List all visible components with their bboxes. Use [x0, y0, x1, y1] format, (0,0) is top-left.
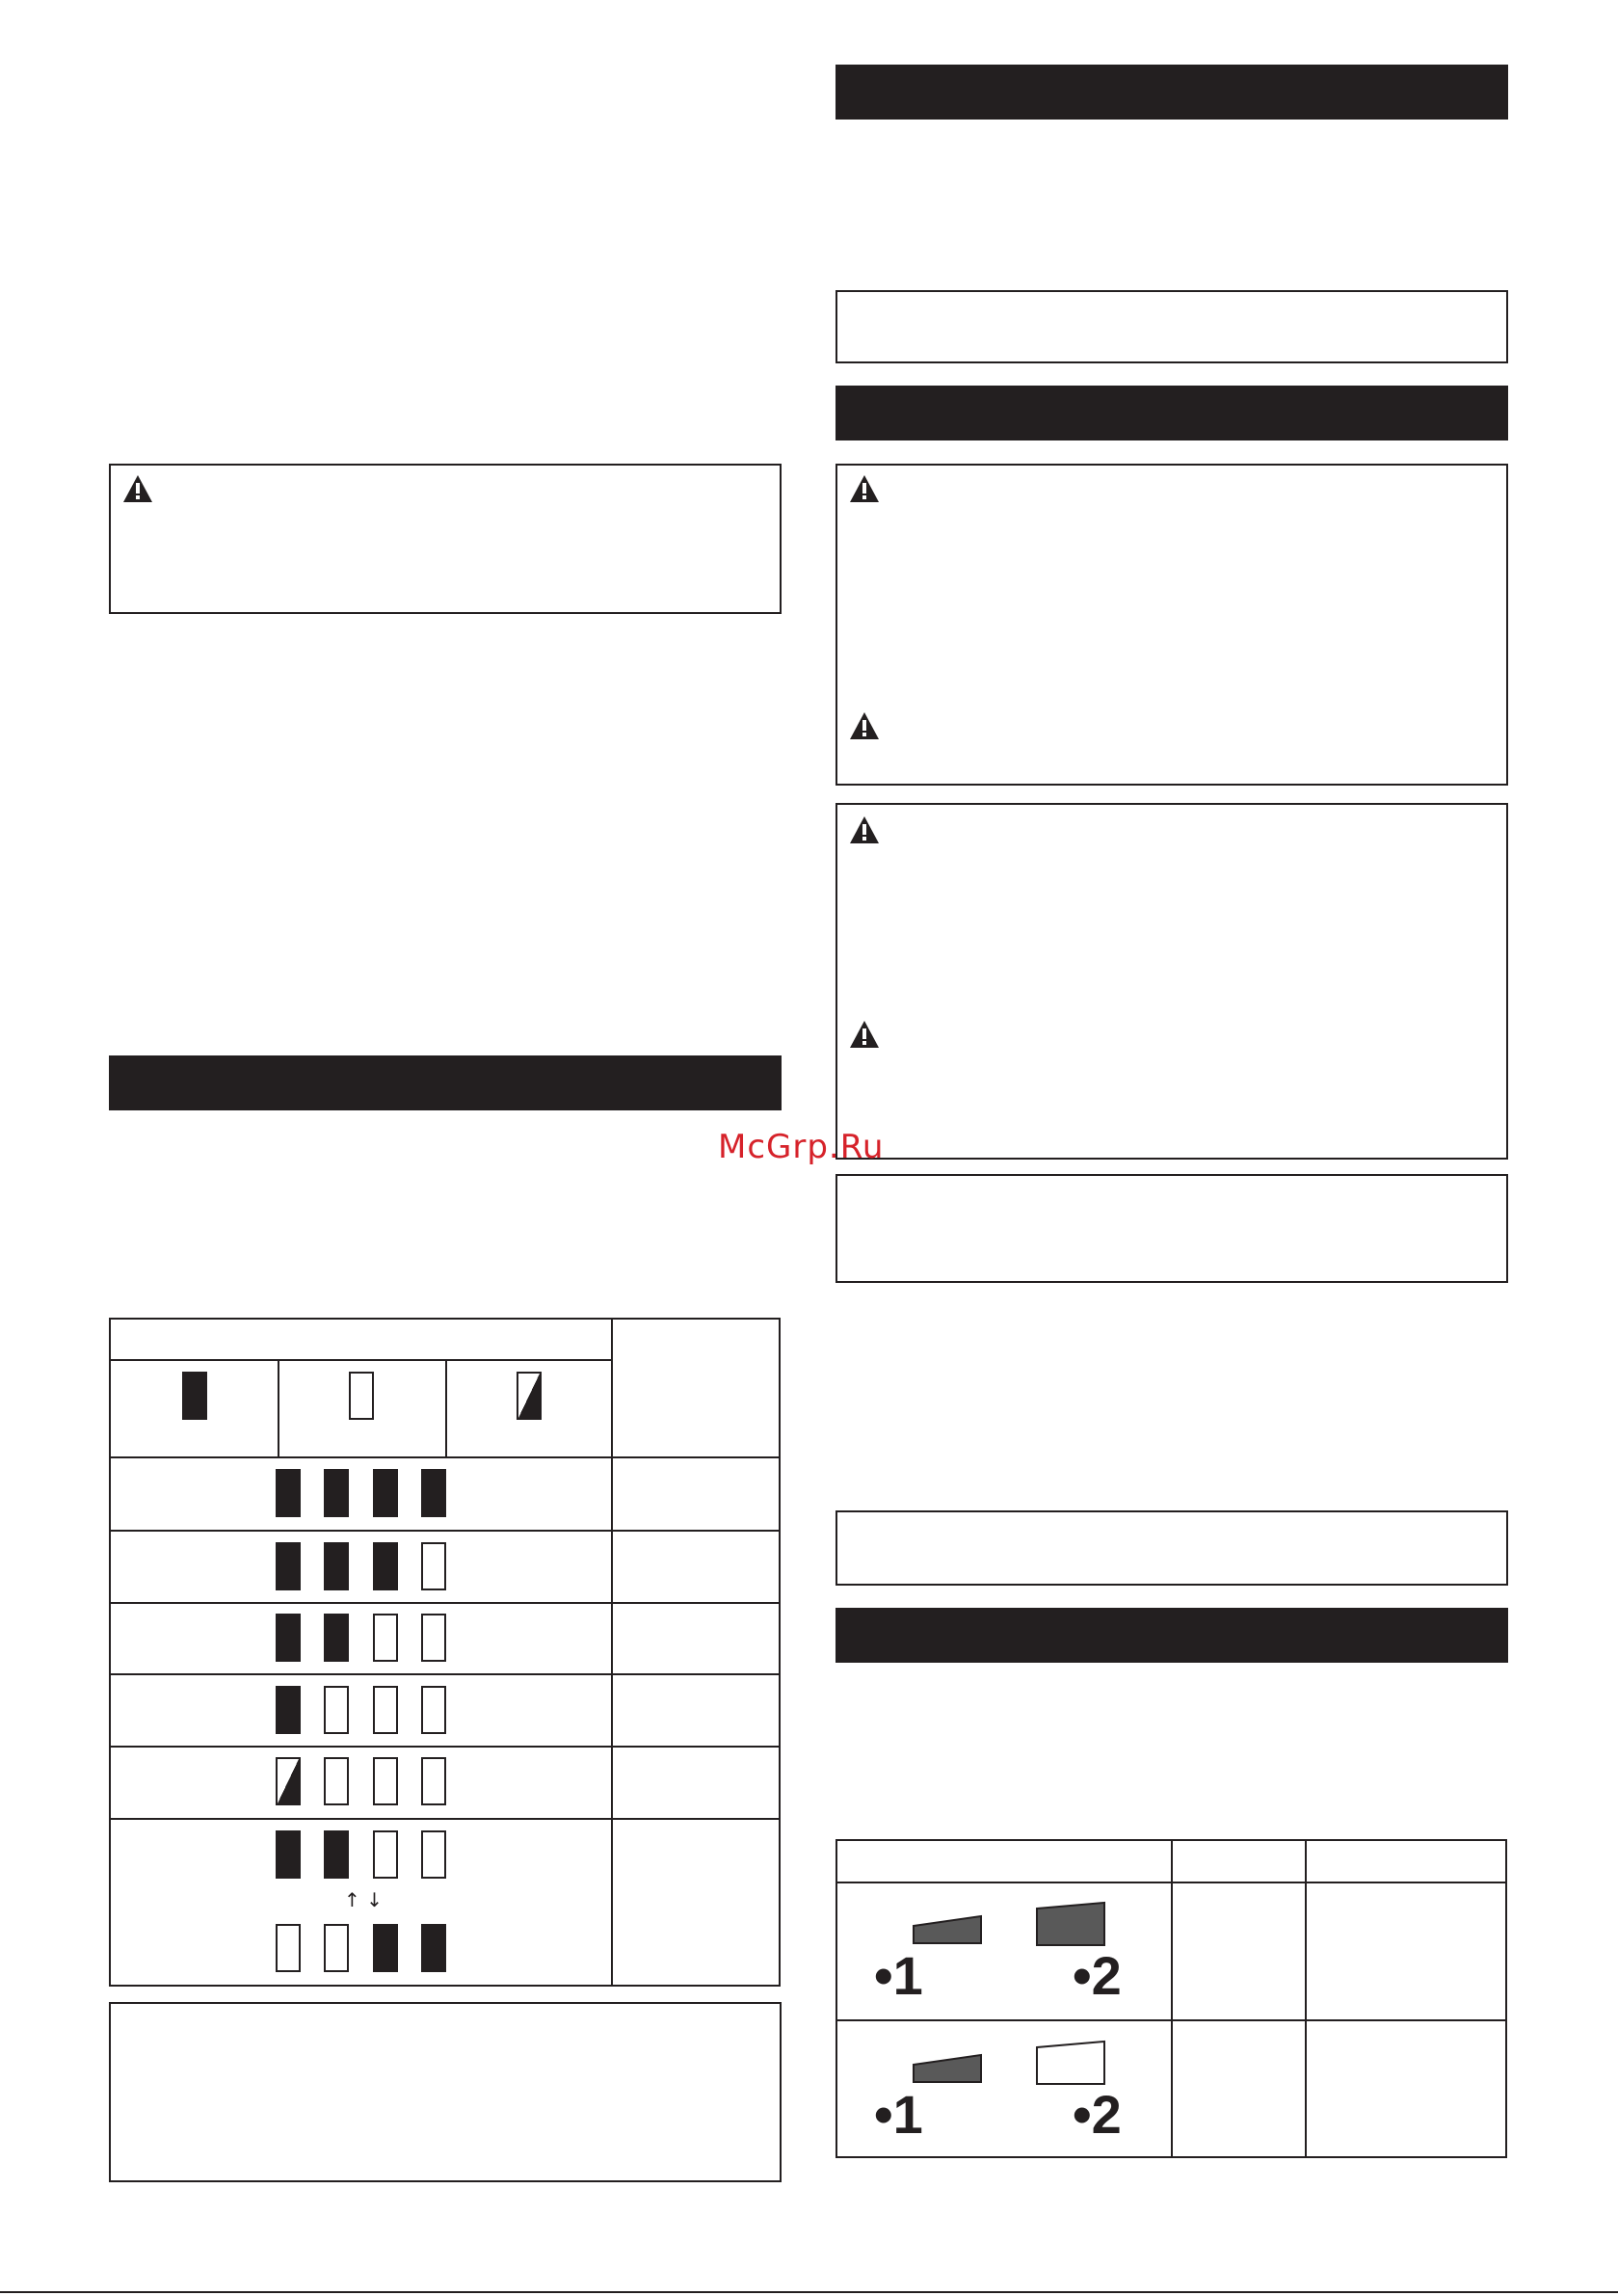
- row3-lamp1: [276, 1614, 301, 1662]
- row4-lamp3: [373, 1686, 398, 1734]
- row6-alt-lamp2: [324, 1924, 349, 1972]
- row5-lamp3: [373, 1757, 398, 1805]
- indicator-blinking-icon: [517, 1372, 542, 1420]
- indicator-off-icon: [349, 1372, 374, 1420]
- warning-triangle-icon: [849, 1020, 880, 1049]
- row3-lamp3: [373, 1614, 398, 1662]
- section-header-left: [109, 1055, 782, 1110]
- speed-label-1: •1: [874, 1945, 923, 2006]
- row2-lamp1: [276, 1542, 301, 1590]
- battery-indicator-table: [109, 1318, 781, 1987]
- row5-lamp1: [276, 1757, 301, 1805]
- row5-lamp4: [421, 1757, 446, 1805]
- bottom-rule: [0, 2291, 1618, 2293]
- section-header-right-3: [836, 1608, 1508, 1663]
- row3-lamp2: [324, 1614, 349, 1662]
- row6-lamp3: [373, 1830, 398, 1879]
- note-box-right-1: [836, 290, 1508, 363]
- row6-lamp4: [421, 1830, 446, 1879]
- section-header-right-2: [836, 386, 1508, 441]
- warning-box-right-1: [836, 464, 1508, 786]
- indicator-lit-icon: [182, 1372, 207, 1420]
- row4-lamp1: [276, 1686, 301, 1734]
- speed-label-2: •2: [1073, 1945, 1122, 2006]
- warning-triangle-icon: [849, 711, 880, 740]
- note-box-left: [109, 2002, 782, 2182]
- row6-alt-lamp4: [421, 1924, 446, 1972]
- row3-lamp4: [421, 1614, 446, 1662]
- speed-label-2: •2: [1073, 2084, 1122, 2145]
- row6-lamp1: [276, 1830, 301, 1879]
- row6-alt-lamp1: [276, 1924, 301, 1972]
- warning-triangle-icon: [122, 474, 153, 503]
- section-header-right-1: [836, 65, 1508, 120]
- warning-triangle-icon: [849, 815, 880, 844]
- note-box-right-2: [836, 1174, 1508, 1283]
- row1-lamp2: [324, 1469, 349, 1517]
- row2-lamp4: [421, 1542, 446, 1590]
- warning-box-right-2: [836, 803, 1508, 1160]
- row5-lamp2: [324, 1757, 349, 1805]
- row4-lamp4: [421, 1686, 446, 1734]
- speed-lamp-1-lit-icon: [912, 1910, 983, 1945]
- row2-lamp2: [324, 1542, 349, 1590]
- row1-lamp1: [276, 1469, 301, 1517]
- speed-lamp-2-off-icon: [1035, 2040, 1106, 2086]
- row1-lamp4: [421, 1469, 446, 1517]
- warning-box-left-1: [109, 464, 782, 614]
- watermark: McGrp.Ru: [718, 1128, 885, 1166]
- row2-lamp3: [373, 1542, 398, 1590]
- row6-lamp2: [324, 1830, 349, 1879]
- up-down-arrows-icon: ↑ ↓: [344, 1888, 383, 1911]
- speed-lamp-2-lit-icon: [1035, 1901, 1106, 1947]
- note-box-right-3: [836, 1510, 1508, 1586]
- speed-lamp-table: [836, 1839, 1507, 2158]
- speed-label-1: •1: [874, 2084, 923, 2145]
- warning-triangle-icon: [849, 474, 880, 503]
- row4-lamp2: [324, 1686, 349, 1734]
- row6-alt-lamp3: [373, 1924, 398, 1972]
- speed-lamp-1-lit-icon: [912, 2049, 983, 2084]
- row1-lamp3: [373, 1469, 398, 1517]
